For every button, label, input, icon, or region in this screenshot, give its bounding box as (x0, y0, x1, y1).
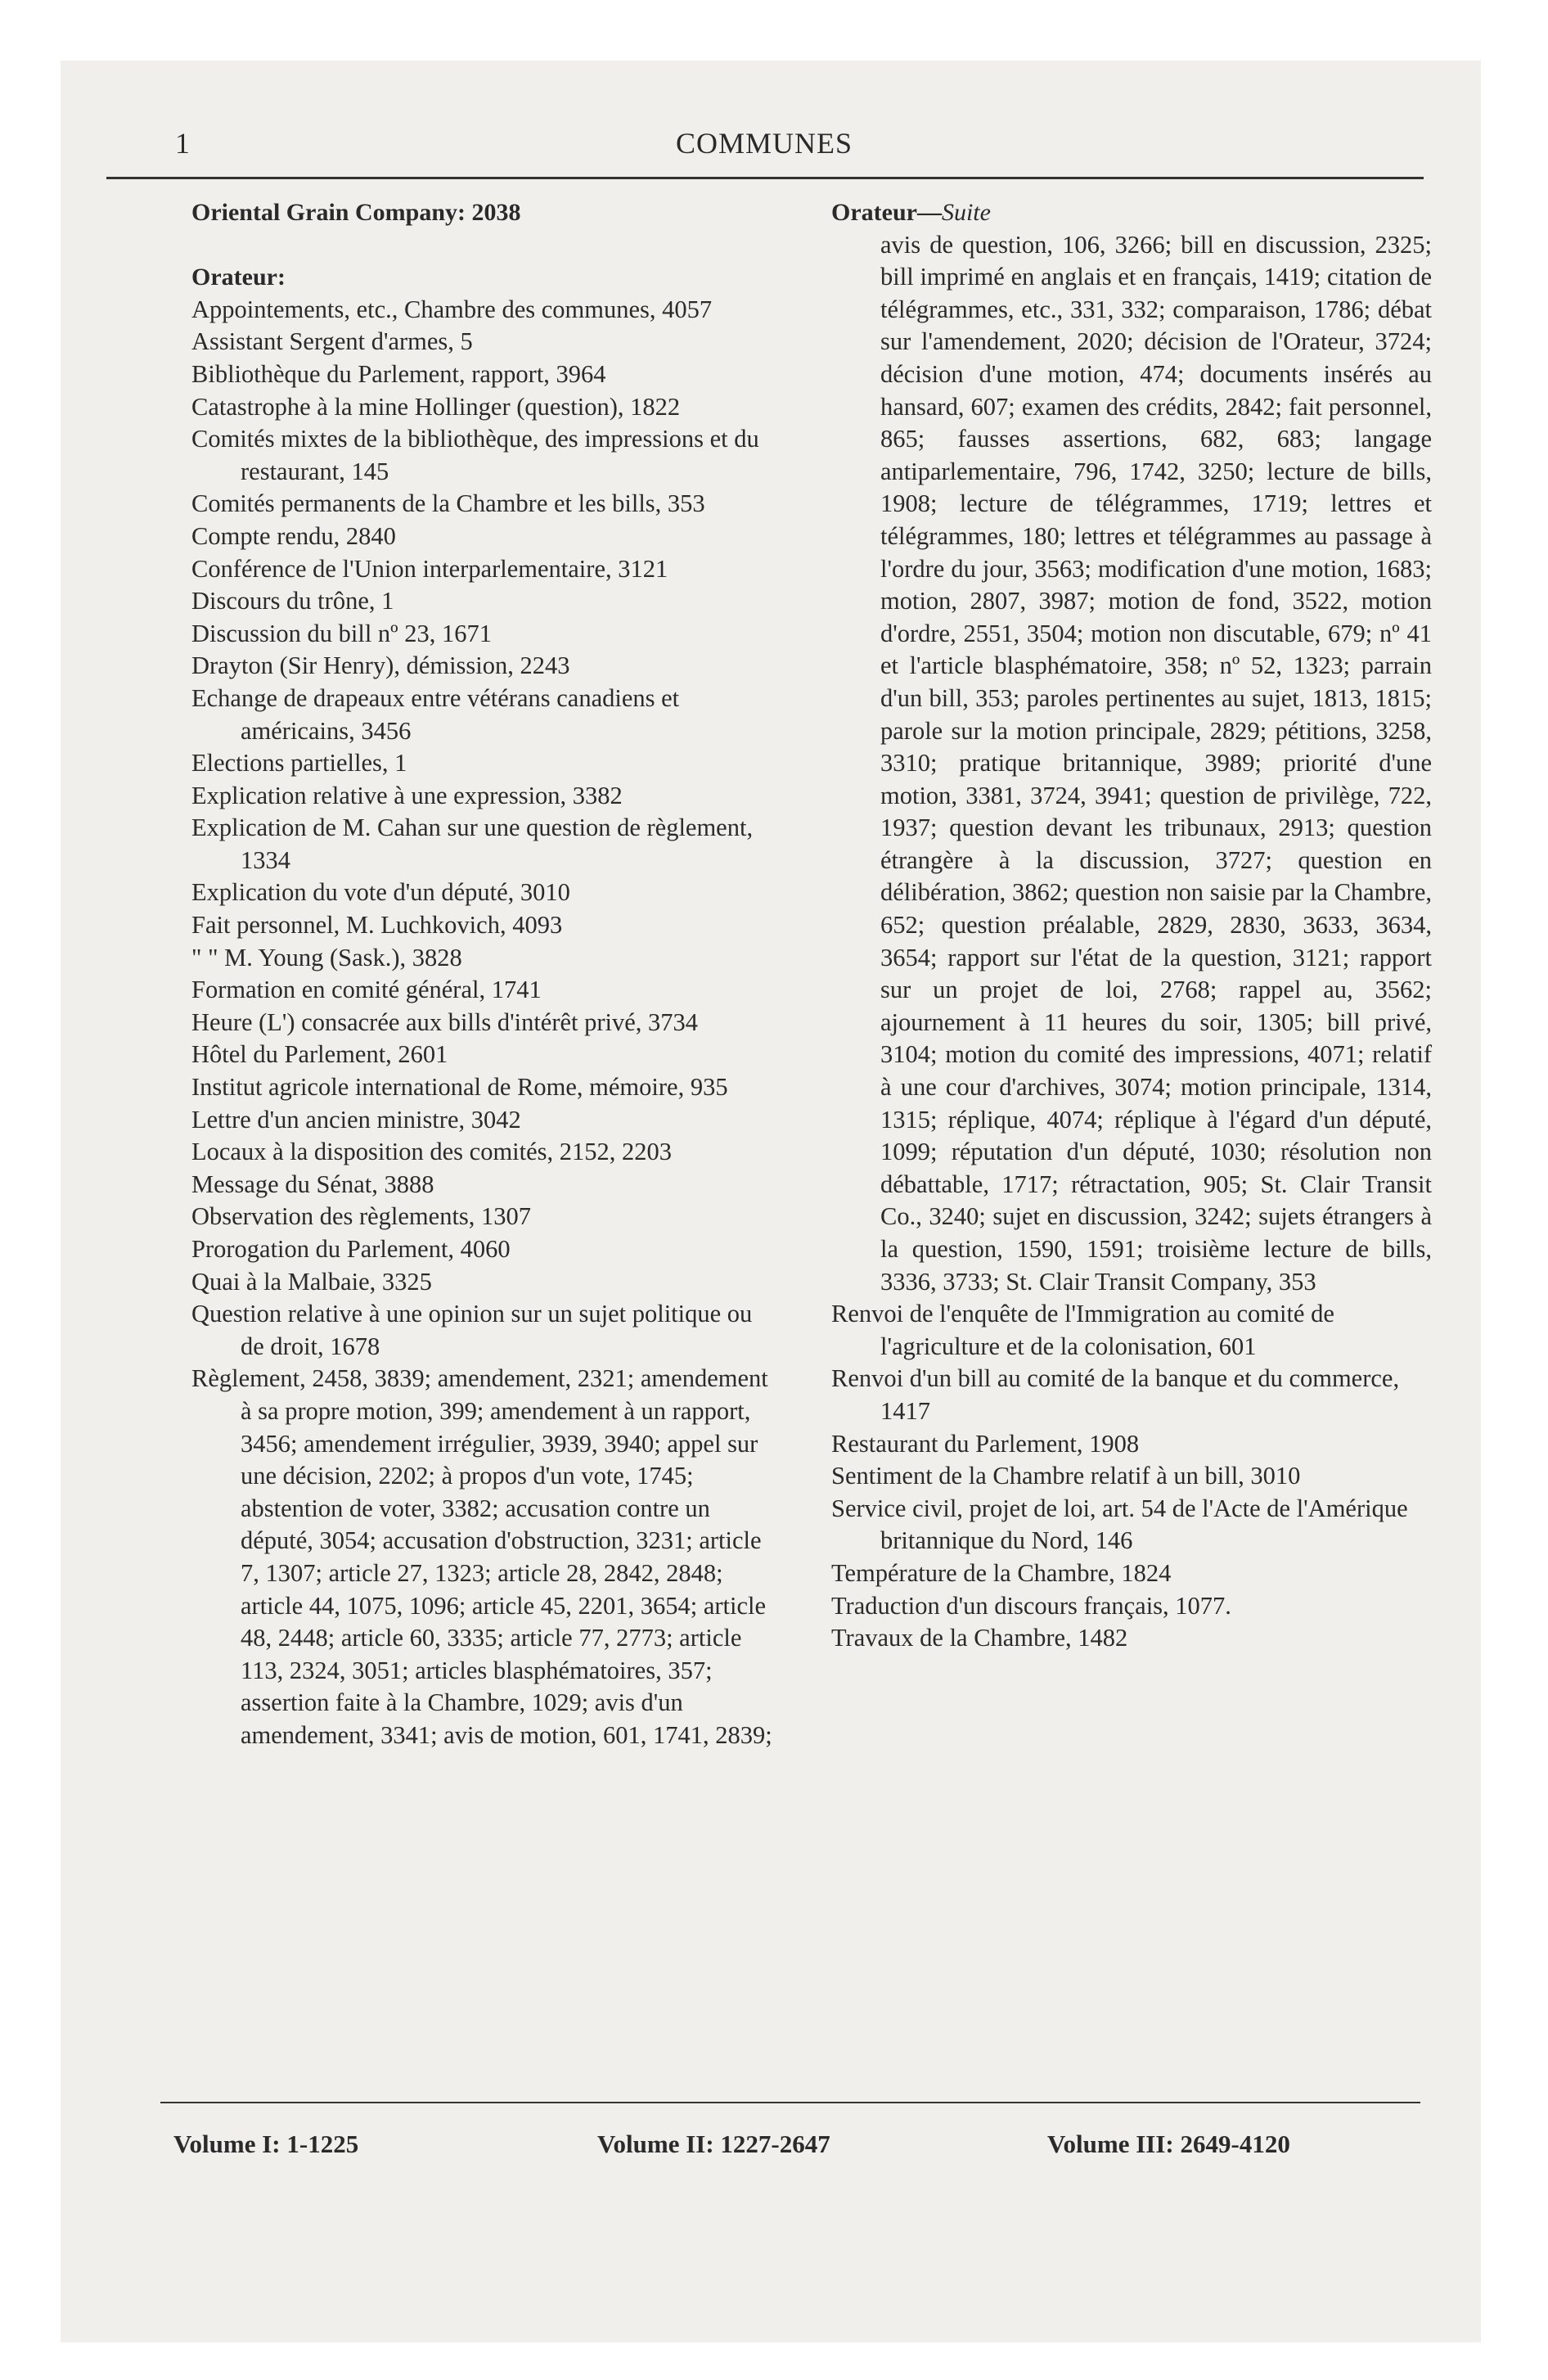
spacer (191, 229, 777, 262)
section-heading: Orateur: (191, 264, 286, 291)
page-header (110, 119, 1419, 169)
index-entry: Restaurant du Parlement, 1908 (831, 1429, 1140, 1458)
index-entry: Assistant Sergent d'armes, 5 (191, 327, 473, 356)
right-entries-list (831, 1298, 1432, 1655)
index-entry: Hôtel du Parlement, 2601 (191, 1040, 448, 1069)
index-entry: Quai à la Malbaie, 3325 (191, 1267, 432, 1296)
continued-heading (831, 196, 1432, 229)
footer-rule (160, 2102, 1420, 2103)
left-column (191, 196, 777, 1752)
index-entry: Institut agricole international de Rome, mémoire, 935 (191, 1073, 728, 1102)
page-number: 1 (175, 127, 190, 160)
header-rule (106, 177, 1424, 179)
index-entry: Locaux à la disposition des comités, 2152, 2203 (191, 1138, 673, 1166)
continued-heading-label: Orateur— (831, 199, 942, 226)
index-entry: Travaux de la Chambre, 1482 (831, 1624, 1128, 1652)
index-entry: Explication relative à une expression, 3382 (191, 781, 623, 809)
index-entry: Echange de drapeaux entre vétérans canadiens et américains, 3456 (191, 683, 680, 745)
index-entry: Comités mixtes de la bibliothèque, des impressions et du restaurant, 145 (191, 425, 759, 485)
index-entry: Traduction d'un discours français, 1077. (831, 1591, 1231, 1620)
index-entry: Heure (L') consacrée aux bills d'intérêt privé, 3734 (191, 1007, 699, 1036)
index-entry: " " M. Young (Sask.), 3828 (191, 943, 462, 971)
index-entry: Elections partielles, 1 (191, 749, 407, 778)
index-entry: Bibliothèque du Parlement, rapport, 3964 (191, 359, 606, 388)
index-entry: Renvoi de l'enquête de l'Immigration au comité de l'agriculture et de la colonisation, 601 (831, 1300, 1334, 1360)
index-entry: Température de la Chambre, 1824 (831, 1558, 1172, 1587)
continued-entry-text: avis de question, 106, 3266; bill en discussion, 2325; bill imprimé en anglais et en français, 1419; citation de télégrammes, etc., 331, 332; comparaison, 1786; débat sur l'amendement, 2020; décision de l'Orateur, 3724; décision d'une motion, 474; documents insérés au hansard, 607; examen des crédits, 2842; fait personnel, 865; fausses assertions, 682, 683; langage antiparlementaire, 796, 1742, 3250; lecture de bills, 1908; lecture de télégrammes, 1719; lettres et télégrammes, 180; lettres et télégrammes au passage à l'ordre du jour, 3563; modification d'une motion, 1683; motion, 2807, 3987; motion de fond, 3522, motion d'ordre, 2551, 3504; motion non discutable, 679; nº 41 et l'article blasphématoire, 358; nº 52, 1323; parrain d'un bill, 353; paroles pertinentes au sujet, 1813, 1815; parole sur la motion principale, 2829; pétitions, 3258, 3310; pratique britannique, 3989; priorité d'une motion, 3381, 3724, 3941; question de privilège, 722, 1937; question devant les tribunaux, 2913; question étrangère à la discussion, 3727; question en délibération, 3862; question non saisie par la Chambre, 652; question préalable, 2829, 2830, 3633, 3634, 3654; rapport sur l'état de la question, 3121; rapport sur un projet de loi, 2768; rappel au, 3562; ajournement à 11 heures du soir, 1305; bill privé, 3104; motion du comité des impressions, 4071; relatif à une cour d'archives, 3074; motion principale, 1314, 1315; réplique, 4074; réplique à l'égard d'un député, 1099; réputation d'un député, 1030; résolution non débattable, 1717; rétractation, 905; St. Clair Transit Co., 3240; sujet en discussion, 3242; sujets étrangers à la question, 1590, 1591; troisième lecture de bills, 3336, 3733; St. Clair Transit Company, 353 (880, 230, 1432, 1296)
right-column (831, 196, 1432, 1655)
index-entry: Compte rendu, 2840 (191, 521, 396, 550)
index-entry: Explication du vote d'un député, 3010 (191, 878, 570, 907)
index-entry: Sentiment de la Chambre relatif à un bill, 3010 (831, 1462, 1301, 1490)
index-entry: Fait personnel, M. Luchkovich, 4093 (191, 911, 563, 940)
left-entries-list (191, 294, 777, 1752)
index-entry: Catastrophe à la mine Hollinger (question), 1822 (191, 392, 681, 421)
index-entry: Observation des règlements, 1307 (191, 1202, 532, 1231)
index-entry: Message du Sénat, 3888 (191, 1170, 434, 1198)
index-heading: Oriental Grain Company: 2038 (191, 199, 521, 226)
index-entry: Discussion du bill nº 23, 1671 (191, 619, 492, 647)
footer-volume-2: Volume II: 1227-2647 (597, 2130, 830, 2158)
index-entry: Explication de M. Cahan sur une question de règlement, 1334 (191, 814, 754, 874)
index-entry: Comités permanents de la Chambre et les bills, 353 (191, 489, 705, 518)
index-entry: Drayton (Sir Henry), démission, 2243 (191, 651, 570, 680)
index-entry: Formation en comité général, 1741 (191, 976, 542, 1004)
running-title: COMMUNES (675, 127, 853, 160)
index-entry: Conférence de l'Union interparlementaire, 3121 (191, 554, 668, 583)
index-entry: Service civil, projet de loi, art. 54 de l'Acte de l'Amérique britannique du Nord, 146 (831, 1494, 1408, 1555)
index-entry: Lettre d'un ancien ministre, 3042 (191, 1105, 521, 1134)
index-entry: Règlement, 2458, 3839; amendement, 2321; amendement à sa propre motion, 399; amendement à un rapport, 3456; amendement irrégulier, 3939, 3940; appel sur une décision, 2202; à propos d'un vote, 1745; abstention de voter, 3382; accusation contre un député, 3054; accusation d'obstruction, 3231; article 7, 1307; article 27, 1323; article 28, 2842, 2848; article 44, 1075, 1096; article 45, 2201, 3654; article 48, 2448; article 60, 3335; article 77, 2773; article 113, 2324, 3051; articles blasphématoires, 357; assertion faite à la Chambre, 1029; avis d'un amendement, 3341; avis de motion, 601, 1741, 2839; (191, 1364, 772, 1749)
index-entry: Discours du trône, 1 (191, 587, 394, 615)
index-entry: Appointements, etc., Chambre des communes, 4057 (191, 295, 713, 323)
index-entry: Question relative à une opinion sur un sujet politique ou de droit, 1678 (191, 1300, 753, 1360)
index-entry: Renvoi d'un bill au comité de la banque et du commerce, 1417 (831, 1364, 1400, 1425)
footer-volume-1: Volume I: 1-1225 (173, 2130, 359, 2158)
index-entry: Prorogation du Parlement, 4060 (191, 1235, 511, 1263)
footer-volume-3: Volume III: 2649-4120 (1047, 2130, 1290, 2158)
continued-heading-suffix: Suite (941, 199, 991, 226)
